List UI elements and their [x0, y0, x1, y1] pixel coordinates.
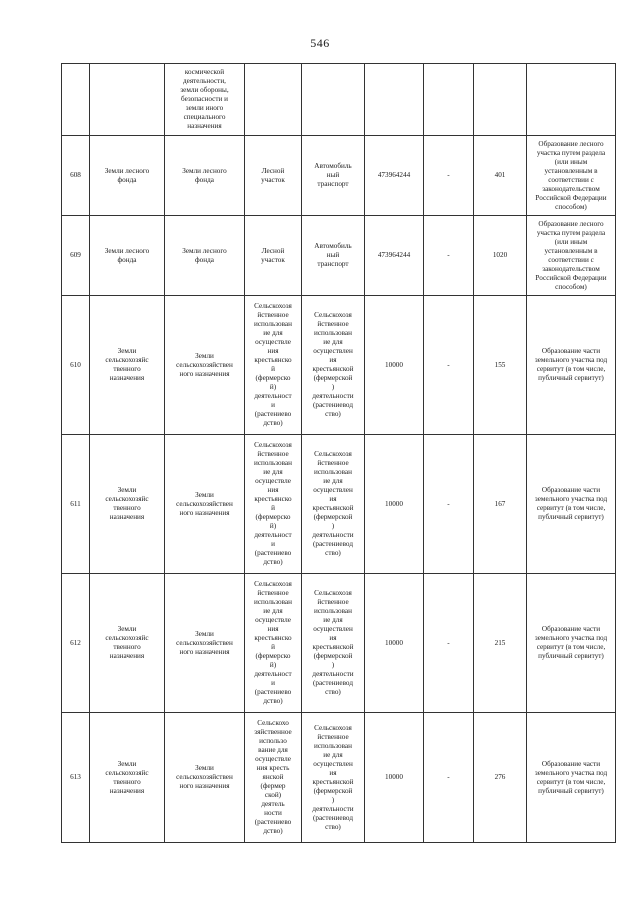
cell-no — [62, 64, 90, 136]
cell-value: 10000 — [365, 713, 424, 843]
cell-category: Земли сельскохозяйс твенного назначения — [90, 713, 165, 843]
cell-note: Образование лесного участка путем раздела (или иным установленным в соответствии с законодательством Российской Федерации способом) — [527, 136, 616, 216]
cell-note: Образование лесного участка путем раздела (или иным установленным в соответствии с законодательством Российской Федерации способом) — [527, 216, 616, 296]
table-row — [62, 136, 616, 216]
cell-note — [527, 64, 616, 136]
cell-value: 473964244 — [365, 136, 424, 216]
cell-category2: Земли лесного фонда — [165, 136, 245, 216]
cell-no: 612 — [62, 574, 90, 713]
table-row-continued — [62, 64, 616, 136]
page-number: 546 — [310, 36, 330, 50]
cell-dash: - — [424, 136, 474, 216]
cell-value: 10000 — [365, 296, 424, 435]
table-row — [62, 574, 616, 713]
cell-category2: Земли сельскохозяйствен ного назначения — [165, 574, 245, 713]
cell-dash: - — [424, 216, 474, 296]
cell-category — [90, 64, 165, 136]
cell-category: Земли сельскохозяйс твенного назначения — [90, 435, 165, 574]
cell-area — [474, 64, 527, 136]
cell-dash: - — [424, 435, 474, 574]
cell-value: 10000 — [365, 435, 424, 574]
cell-no: 610 — [62, 296, 90, 435]
table-row — [62, 435, 616, 574]
cell-category: Земли лесного фонда — [90, 136, 165, 216]
cell-dash: - — [424, 296, 474, 435]
cell-category2: Земли сельскохозяйствен ного назначения — [165, 435, 245, 574]
cell-use: Лесной участок — [245, 136, 302, 216]
cell-use: Сельскохо зяйственное использо вание для осуществле ния кресть янской (фермер ской) деятель ности (растениево дство) — [245, 713, 302, 843]
cell-use2: Сельскохозя йственное использован ие для осуществлен ия крестьянской (фермерской ) деятельности (растениевод ство) — [302, 435, 365, 574]
cell-value: 10000 — [365, 574, 424, 713]
cell-area: 155 — [474, 296, 527, 435]
cell-use: Лесной участок — [245, 216, 302, 296]
cell-note: Образование части земельного участка под сервитут (в том числе, публичный сервитут) — [527, 435, 616, 574]
cell-use: Сельскохозя йственное использован ие для осуществле ния крестьянско й (фермерско й) деятельност и (растениево дство) — [245, 574, 302, 713]
cell-no: 613 — [62, 713, 90, 843]
cell-area: 276 — [474, 713, 527, 843]
cell-no: 609 — [62, 216, 90, 296]
cell-note: Образование части земельного участка под сервитут (в том числе, публичный сервитут) — [527, 296, 616, 435]
cell-dash: - — [424, 574, 474, 713]
table-row — [62, 296, 616, 435]
cell-area: 401 — [474, 136, 527, 216]
cell-note: Образование части земельного участка под сервитут (в том числе, публичный сервитут) — [527, 574, 616, 713]
cell-area: 1020 — [474, 216, 527, 296]
cell-value: 473964244 — [365, 216, 424, 296]
cell-use2: Автомобиль ный транспорт — [302, 136, 365, 216]
land-register-table — [61, 63, 616, 843]
cell-note: Образование части земельного участка под сервитут (в том числе, публичный сервитут) — [527, 713, 616, 843]
cell-use2: Сельскохозя йственное использован ие для осуществлен ия крестьянской (фермерской ) деятельности (растениевод ство) — [302, 574, 365, 713]
cell-use — [245, 64, 302, 136]
cell-area: 215 — [474, 574, 527, 713]
cell-use2: Сельскохозя йственное использован ие для осуществлен ия крестьянской (фермерской ) деятельности (растениевод ство) — [302, 296, 365, 435]
cell-dash — [424, 64, 474, 136]
table-row — [62, 216, 616, 296]
cell-use: Сельскохозя йственное использован ие для осуществле ния крестьянско й (фермерско й) деятельност и (растениево дство) — [245, 435, 302, 574]
cell-no: 608 — [62, 136, 90, 216]
cell-use2: Сельскохозя йственное использован ие для осуществлен ия крестьянской (фермерской ) деятельности (растениевод ство) — [302, 713, 365, 843]
cell-no: 611 — [62, 435, 90, 574]
cell-dash: - — [424, 713, 474, 843]
cell-category2: Земли сельскохозяйствен ного назначения — [165, 713, 245, 843]
cell-value — [365, 64, 424, 136]
table-row — [62, 713, 616, 843]
cell-purpose: космической деятельности, земли обороны, безопасности и земли иного специального назначения — [165, 64, 245, 136]
cell-use: Сельскохозя йственное использован ие для осуществле ния крестьянско й (фермерско й) деятельност и (растениево дство) — [245, 296, 302, 435]
cell-area: 167 — [474, 435, 527, 574]
cell-category: Земли сельскохозяйс твенного назначения — [90, 574, 165, 713]
cell-category2: Земли лесного фонда — [165, 216, 245, 296]
cell-use2: Автомобиль ный транспорт — [302, 216, 365, 296]
cell-category2: Земли сельскохозяйствен ного назначения — [165, 296, 245, 435]
cell-category: Земли сельскохозяйс твенного назначения — [90, 296, 165, 435]
cell-category: Земли лесного фонда — [90, 216, 165, 296]
cell-use2 — [302, 64, 365, 136]
